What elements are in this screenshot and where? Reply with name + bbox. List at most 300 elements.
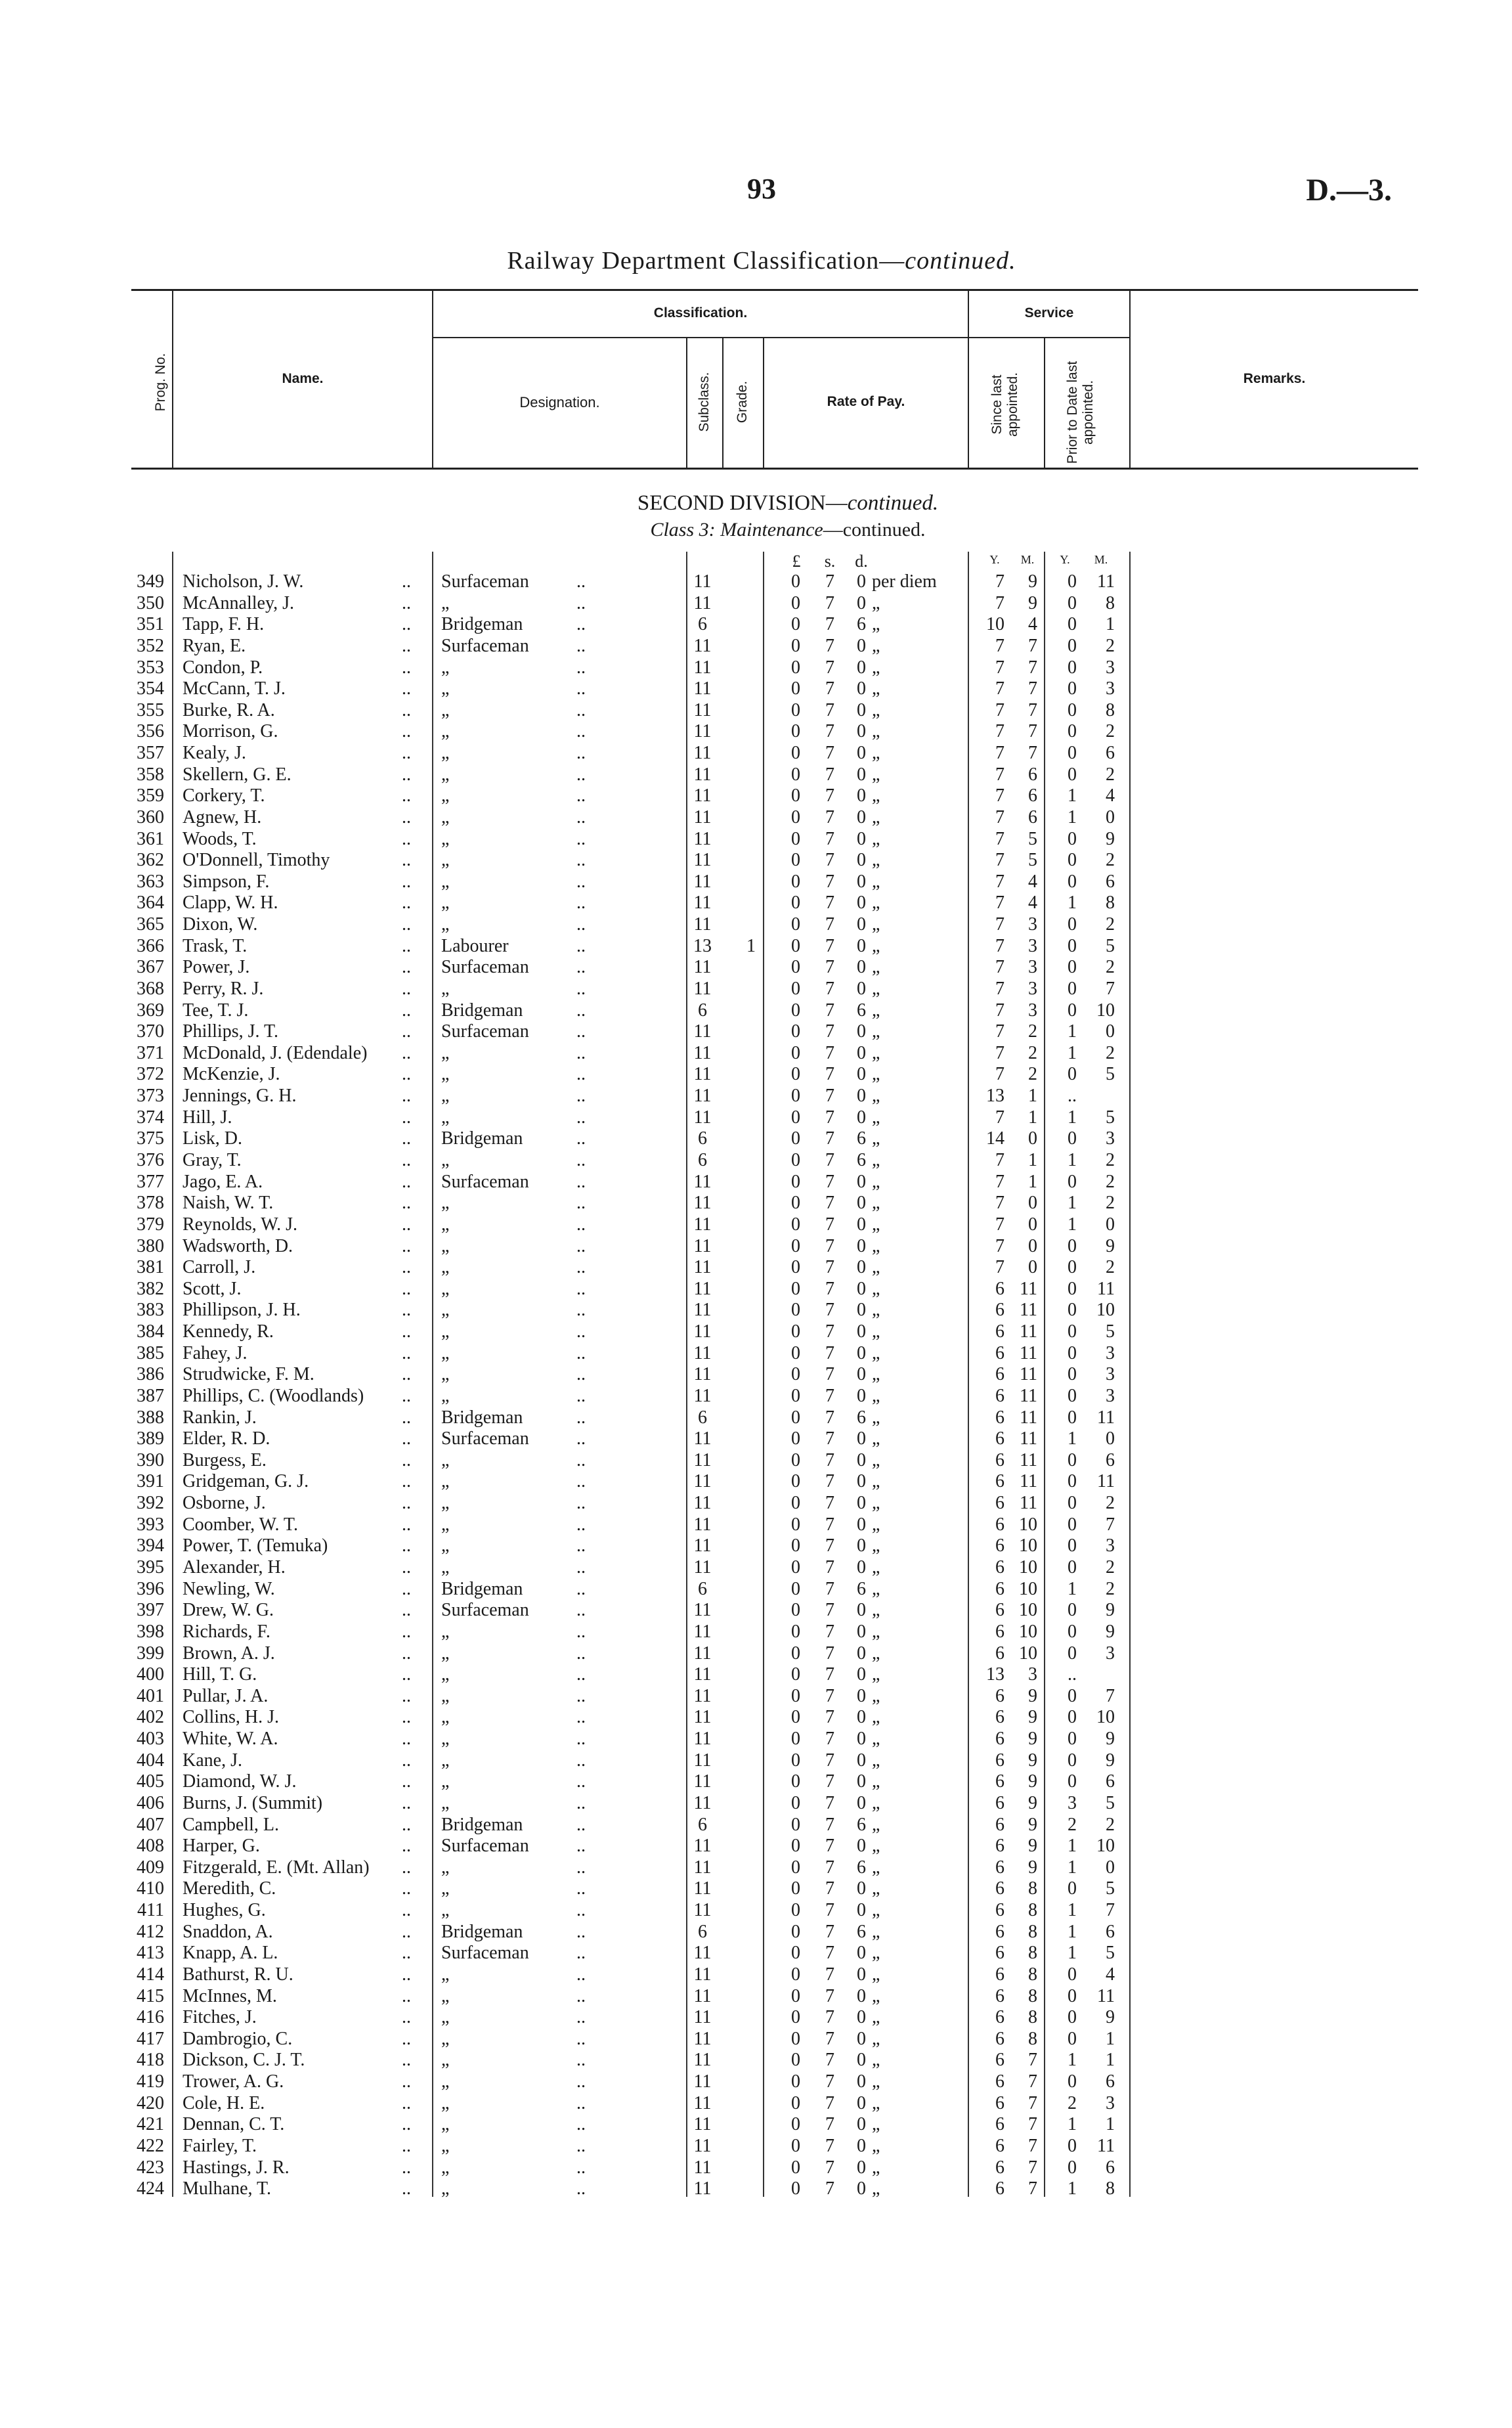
pay-pence: 6 — [857, 1000, 866, 1021]
subclass: 11 — [693, 1707, 712, 1728]
prog-no: 410 — [137, 1878, 164, 1899]
leader-dots: .. — [576, 1729, 586, 1750]
pay-unit: „ — [872, 1514, 880, 1535]
table-row — [0, 1000, 1512, 1022]
since-years: 6 — [995, 1321, 1004, 1342]
designation: „ — [441, 1556, 450, 1578]
prior-years: 1 — [1068, 1900, 1077, 1921]
leader-dots: .. — [576, 743, 586, 764]
leader-dots: .. — [576, 1364, 586, 1385]
prior-years: 0 — [1068, 2135, 1077, 2156]
pay-pence: 0 — [857, 764, 866, 785]
since-years: 7 — [995, 1257, 1004, 1278]
pay-pounds: 0 — [791, 914, 800, 935]
pay-pounds: 0 — [791, 657, 800, 678]
pay-shillings: 7 — [825, 806, 834, 828]
pay-unit: „ — [872, 1257, 880, 1278]
since-years: 7 — [995, 592, 1004, 613]
leader-dots: .. — [576, 614, 586, 635]
table-row — [0, 1086, 1512, 1107]
subclass: 11 — [693, 721, 712, 742]
pay-shillings: 7 — [825, 1300, 834, 1321]
prior-months: 8 — [1106, 699, 1115, 720]
pay-pence: 0 — [857, 657, 866, 678]
table-row — [0, 1900, 1512, 1922]
pay-pence: 0 — [857, 1171, 866, 1192]
designation: Bridgeman — [441, 1921, 523, 1942]
since-years: 6 — [995, 1342, 1004, 1363]
pay-unit: „ — [872, 1385, 880, 1406]
since-months: 11 — [1020, 1364, 1037, 1385]
prior-years: 0 — [1068, 1514, 1077, 1535]
subclass: 11 — [693, 1514, 712, 1535]
leader-dots: .. — [402, 1878, 411, 1899]
pay-unit: „ — [872, 1943, 880, 1964]
prog-no: 355 — [137, 699, 164, 720]
since-months: 1 — [1028, 1107, 1037, 1128]
pay-shillings: 7 — [825, 2071, 834, 2092]
table-row — [0, 1150, 1512, 1172]
designation: „ — [441, 2007, 450, 2028]
pay-pounds: 0 — [791, 1449, 800, 1470]
since-years: 6 — [995, 2050, 1004, 2071]
prior-months: 2 — [1106, 721, 1115, 742]
subclass: 11 — [693, 2007, 712, 2028]
table-row — [0, 1128, 1512, 1150]
designation: „ — [441, 1707, 450, 1728]
name: Coomber, W. T. — [183, 1514, 298, 1535]
prior-months: 11 — [1097, 571, 1115, 592]
leader-dots: .. — [402, 1664, 411, 1685]
pay-shillings: 7 — [825, 1985, 834, 2006]
name: Hughes, G. — [183, 1900, 266, 1921]
since-months: 11 — [1020, 1471, 1037, 1492]
subclass: 11 — [693, 850, 712, 871]
name: Burgess, E. — [183, 1449, 267, 1470]
prior-months: 6 — [1106, 1921, 1115, 1942]
pay-pence: 0 — [857, 893, 866, 914]
table-row — [0, 614, 1512, 636]
pay-pounds: 0 — [791, 1171, 800, 1192]
table-row — [0, 1729, 1512, 1750]
pay-pence: 0 — [857, 828, 866, 849]
pay-pounds: 0 — [791, 1471, 800, 1492]
table-row — [0, 1236, 1512, 1258]
designation: „ — [441, 1193, 450, 1214]
pay-shillings: 7 — [825, 1407, 834, 1428]
leader-dots: .. — [576, 1750, 586, 1771]
subclass: 11 — [693, 743, 712, 764]
pay-shillings: 7 — [825, 1621, 834, 1642]
designation: „ — [441, 1750, 450, 1771]
pay-pounds: 0 — [791, 850, 800, 871]
pay-unit: „ — [872, 2050, 880, 2071]
leader-dots: .. — [576, 2007, 586, 2028]
prog-no: 383 — [137, 1300, 164, 1321]
since-months: 8 — [1028, 1985, 1037, 2006]
pay-unit: „ — [872, 1064, 880, 1085]
prior-months: 2 — [1106, 1556, 1115, 1578]
designation: „ — [441, 871, 450, 892]
name: Cole, H. E. — [183, 2092, 265, 2113]
table-row — [0, 1386, 1512, 1407]
designation: „ — [441, 1300, 450, 1321]
name: Strudwicke, F. M. — [183, 1364, 314, 1385]
pay-pounds: 0 — [791, 2092, 800, 2113]
pay-unit: „ — [872, 1107, 880, 1128]
name: Jago, E. A. — [183, 1171, 263, 1192]
prior-years: 3 — [1068, 1792, 1077, 1813]
subclass: 11 — [693, 1556, 712, 1578]
prior-months: 2 — [1106, 1150, 1115, 1170]
prior-months: 7 — [1106, 978, 1115, 999]
pay-pounds: 0 — [791, 2028, 800, 2049]
pay-pounds: 0 — [791, 1321, 800, 1342]
name: McKenzie, J. — [183, 1064, 280, 1085]
prog-no: 353 — [137, 657, 164, 678]
leader-dots: .. — [576, 699, 586, 720]
pay-pounds: 0 — [791, 957, 800, 978]
since-years: 7 — [995, 828, 1004, 849]
name: Phillipson, J. H. — [183, 1300, 301, 1321]
leader-dots: .. — [402, 1621, 411, 1642]
table-row — [0, 1943, 1512, 1964]
leader-dots: .. — [402, 1407, 411, 1428]
prog-no: 416 — [137, 2007, 164, 2028]
prior-months: 7 — [1106, 1514, 1115, 1535]
prior-months: 5 — [1106, 1321, 1115, 1342]
name: Perry, R. J. — [183, 978, 264, 999]
leader-dots: .. — [576, 978, 586, 999]
table-row — [0, 1300, 1512, 1321]
prior-years: 0 — [1068, 2071, 1077, 2092]
prior-years: 0 — [1068, 1964, 1077, 1985]
subclass: 11 — [693, 1621, 712, 1642]
prog-no: 393 — [137, 1514, 164, 1535]
pay-unit: „ — [872, 1300, 880, 1321]
prior-years: 0 — [1068, 743, 1077, 764]
prior-months: 0 — [1106, 806, 1115, 828]
since-years: 7 — [995, 571, 1004, 592]
since-months: 2 — [1028, 1021, 1037, 1042]
prior-months: 1 — [1106, 614, 1115, 635]
pay-pence: 0 — [857, 1750, 866, 1771]
prior-years: 1 — [1068, 1042, 1077, 1063]
pay-unit: „ — [872, 1235, 880, 1256]
prog-no: 403 — [137, 1729, 164, 1750]
pay-pence: 0 — [857, 1449, 866, 1470]
pay-pence: 6 — [857, 1578, 866, 1599]
pay-unit: „ — [872, 957, 880, 978]
leader-dots: .. — [576, 2178, 586, 2199]
table-row — [0, 785, 1512, 807]
header-subclass: Subclass. — [697, 372, 712, 432]
designation: „ — [441, 1321, 450, 1342]
header-prior-to-date: Prior to Date last appointed. — [1065, 361, 1096, 464]
designation: „ — [441, 785, 450, 806]
since-years: 6 — [995, 1750, 1004, 1771]
pay-shillings: 7 — [825, 893, 834, 914]
prior-years: 2 — [1068, 1814, 1077, 1835]
pay-pence: 0 — [857, 592, 866, 613]
name: Dambrogio, C. — [183, 2028, 293, 2049]
prior-months: 10 — [1096, 1300, 1115, 1321]
pay-unit: „ — [872, 1556, 880, 1578]
prior-years: 1 — [1068, 1836, 1077, 1857]
table-row — [0, 1514, 1512, 1536]
table-row — [0, 1622, 1512, 1643]
since-months: 7 — [1028, 657, 1037, 678]
leader-dots: .. — [576, 1042, 586, 1063]
designation: „ — [441, 1729, 450, 1750]
leader-dots: .. — [576, 1449, 586, 1470]
subclass: 11 — [693, 1771, 712, 1792]
prior-years: 0 — [1068, 571, 1077, 592]
subclass: 11 — [693, 1493, 712, 1514]
pay-unit: „ — [872, 614, 880, 635]
since-years: 7 — [995, 1000, 1004, 1021]
since-years: 13 — [986, 1664, 1004, 1685]
designation: „ — [441, 1493, 450, 1514]
prior-years: 1 — [1068, 1857, 1077, 1878]
leader-dots: .. — [576, 828, 586, 849]
prior-months: 3 — [1106, 1342, 1115, 1363]
table-row — [0, 1643, 1512, 1665]
pay-pence: 0 — [857, 635, 866, 656]
subclass: 11 — [693, 2071, 712, 2092]
since-years: 6 — [995, 1878, 1004, 1899]
prior-months: 1 — [1106, 2114, 1115, 2135]
leader-dots: .. — [576, 721, 586, 742]
pay-shillings: 7 — [825, 678, 834, 699]
subclass: 11 — [693, 1471, 712, 1492]
name: Carroll, J. — [183, 1257, 256, 1278]
since-years: 7 — [995, 721, 1004, 742]
since-months: 7 — [1028, 2114, 1037, 2135]
pay-pounds: 0 — [791, 743, 800, 764]
pay-shillings: 7 — [825, 978, 834, 999]
pay-pounds: 0 — [791, 1729, 800, 1750]
pay-unit: „ — [872, 764, 880, 785]
prog-no: 389 — [137, 1428, 164, 1449]
prior-months: 9 — [1106, 1621, 1115, 1642]
since-years: 7 — [995, 914, 1004, 935]
table-row — [0, 1815, 1512, 1836]
since-months: 4 — [1028, 614, 1037, 635]
pay-pence: 0 — [857, 957, 866, 978]
prog-no: 354 — [137, 678, 164, 699]
table-row — [0, 893, 1512, 914]
prior-months: 0 — [1106, 1857, 1115, 1878]
leader-dots: .. — [402, 1921, 411, 1942]
subclass: 11 — [693, 1964, 712, 1985]
prior-months: 3 — [1106, 2092, 1115, 2113]
leader-dots: .. — [402, 1064, 411, 1085]
designation: „ — [441, 743, 450, 764]
class-heading — [460, 519, 1116, 541]
since-months: 7 — [1028, 2178, 1037, 2199]
subclass: 11 — [693, 1664, 712, 1685]
prior-years: 1 — [1068, 1214, 1077, 1235]
prior-months: 3 — [1106, 1643, 1115, 1664]
pay-pounds: 0 — [791, 1943, 800, 1964]
pay-unit: „ — [872, 1664, 880, 1685]
subclass: 11 — [693, 2092, 712, 2113]
pay-pence: 0 — [857, 1107, 866, 1128]
prog-no: 363 — [137, 871, 164, 892]
pay-pounds: 0 — [791, 2114, 800, 2135]
prog-no: 398 — [137, 1621, 164, 1642]
prior-months: 2 — [1106, 957, 1115, 978]
designation: „ — [441, 592, 450, 613]
subclass: 11 — [693, 2114, 712, 2135]
since-months: 9 — [1028, 1750, 1037, 1771]
prog-no: 371 — [137, 1042, 164, 1063]
leader-dots: .. — [402, 1771, 411, 1792]
table-row — [0, 1493, 1512, 1514]
pay-pence: 0 — [857, 1214, 866, 1235]
leader-dots: .. — [576, 1235, 586, 1256]
leader-dots: .. — [402, 1235, 411, 1256]
leader-dots: .. — [402, 1150, 411, 1170]
pay-pence: 0 — [857, 871, 866, 892]
leader-dots: .. — [576, 1171, 586, 1192]
header-grade: Grade. — [735, 380, 750, 424]
pay-shillings: 7 — [825, 1750, 834, 1771]
prior-months: 8 — [1106, 893, 1115, 914]
since-years: 7 — [995, 743, 1004, 764]
pay-shillings: 7 — [825, 1643, 834, 1664]
pay-pounds: 0 — [791, 699, 800, 720]
pay-shillings: 7 — [825, 1729, 834, 1750]
leader-dots: .. — [576, 1150, 586, 1170]
prog-no: 405 — [137, 1771, 164, 1792]
prog-no: 407 — [137, 1814, 164, 1835]
table-row — [0, 1964, 1512, 1986]
leader-dots: .. — [402, 893, 411, 914]
pay-pence: 0 — [857, 721, 866, 742]
pay-pounds: 0 — [791, 1985, 800, 2006]
pay-pounds: 0 — [791, 1771, 800, 1792]
leader-dots: .. — [576, 1493, 586, 1514]
pay-unit: „ — [872, 2071, 880, 2092]
pay-pence: 0 — [857, 2007, 866, 2028]
since-years: 6 — [995, 1643, 1004, 1664]
since-years: 6 — [995, 1771, 1004, 1792]
since-months: 6 — [1028, 785, 1037, 806]
pay-pounds: 0 — [791, 1364, 800, 1385]
prior-years: 0 — [1068, 1000, 1077, 1021]
pay-unit: „ — [872, 1086, 880, 1107]
pay-shillings: 7 — [825, 1514, 834, 1535]
leader-dots: .. — [402, 1750, 411, 1771]
pay-unit: per diem — [872, 571, 937, 592]
prior-months: 10 — [1096, 1836, 1115, 1857]
prior-years: 0 — [1068, 1729, 1077, 1750]
subclass: 11 — [693, 914, 712, 935]
subclass: 11 — [693, 1086, 712, 1107]
pay-shillings: 7 — [825, 1964, 834, 1985]
since-months: 8 — [1028, 1921, 1037, 1942]
since-months: 9 — [1028, 1685, 1037, 1706]
table-row — [0, 1279, 1512, 1300]
pay-shillings: 7 — [825, 1257, 834, 1278]
pay-shillings: 7 — [825, 2157, 834, 2178]
leader-dots: .. — [576, 2050, 586, 2071]
since-years: 6 — [995, 2114, 1004, 2135]
prior-months: 4 — [1106, 1964, 1115, 1985]
designation: „ — [441, 1621, 450, 1642]
pay-unit: „ — [872, 657, 880, 678]
pay-unit: „ — [872, 914, 880, 935]
leader-dots: .. — [576, 2135, 586, 2156]
since-years: 7 — [995, 1193, 1004, 1214]
page-title — [394, 246, 1129, 275]
name: Fitches, J. — [183, 2007, 257, 2028]
pay-pounds: 0 — [791, 2071, 800, 2092]
designation: „ — [441, 2071, 450, 2092]
pay-pence: 0 — [857, 2028, 866, 2049]
leader-dots: .. — [402, 1214, 411, 1235]
subclass: 11 — [693, 1385, 712, 1406]
leader-dots: .. — [402, 743, 411, 764]
prog-no: 351 — [137, 614, 164, 635]
designation: „ — [441, 806, 450, 828]
designation: Surfaceman — [441, 1428, 529, 1449]
since-years: 6 — [995, 1964, 1004, 1985]
since-years: 6 — [995, 1600, 1004, 1621]
since-months: 8 — [1028, 1943, 1037, 1964]
leader-dots: .. — [576, 1814, 586, 1835]
page-number: 93 — [747, 173, 776, 205]
subclass: 11 — [693, 1342, 712, 1363]
prior-months: 2 — [1106, 1578, 1115, 1599]
prog-no: 384 — [137, 1321, 164, 1342]
pay-pence: 6 — [857, 614, 866, 635]
leader-dots: .. — [576, 1514, 586, 1535]
pay-unit: „ — [872, 1021, 880, 1042]
pay-pounds: 0 — [791, 2135, 800, 2156]
prior-months: 10 — [1096, 1000, 1115, 1021]
designation: „ — [441, 2050, 450, 2071]
prior-years: .. — [1068, 1664, 1077, 1685]
pay-pounds: 0 — [791, 893, 800, 914]
leader-dots: .. — [402, 2114, 411, 2135]
prior-years: 0 — [1068, 1643, 1077, 1664]
designation: „ — [441, 1514, 450, 1535]
since-months: 10 — [1019, 1643, 1037, 1664]
since-months: 2 — [1028, 1042, 1037, 1063]
designation: „ — [441, 978, 450, 999]
pay-pence: 0 — [857, 1943, 866, 1964]
prior-years: 0 — [1068, 1385, 1077, 1406]
pay-unit: „ — [872, 978, 880, 999]
pay-pence: 6 — [857, 1128, 866, 1149]
pay-unit: „ — [872, 743, 880, 764]
since-months: 4 — [1028, 871, 1037, 892]
subclass: 6 — [698, 1150, 707, 1170]
pay-unit: „ — [872, 1878, 880, 1899]
table-row — [0, 1579, 1512, 1600]
name: Hill, J. — [183, 1107, 232, 1128]
pay-shillings: 7 — [825, 1342, 834, 1363]
pay-shillings: 7 — [825, 1578, 834, 1599]
prog-no: 400 — [137, 1664, 164, 1685]
designation: „ — [441, 2114, 450, 2135]
since-months: 11 — [1020, 1385, 1037, 1406]
pay-pounds: 0 — [791, 1750, 800, 1771]
pay-pence: 0 — [857, 978, 866, 999]
